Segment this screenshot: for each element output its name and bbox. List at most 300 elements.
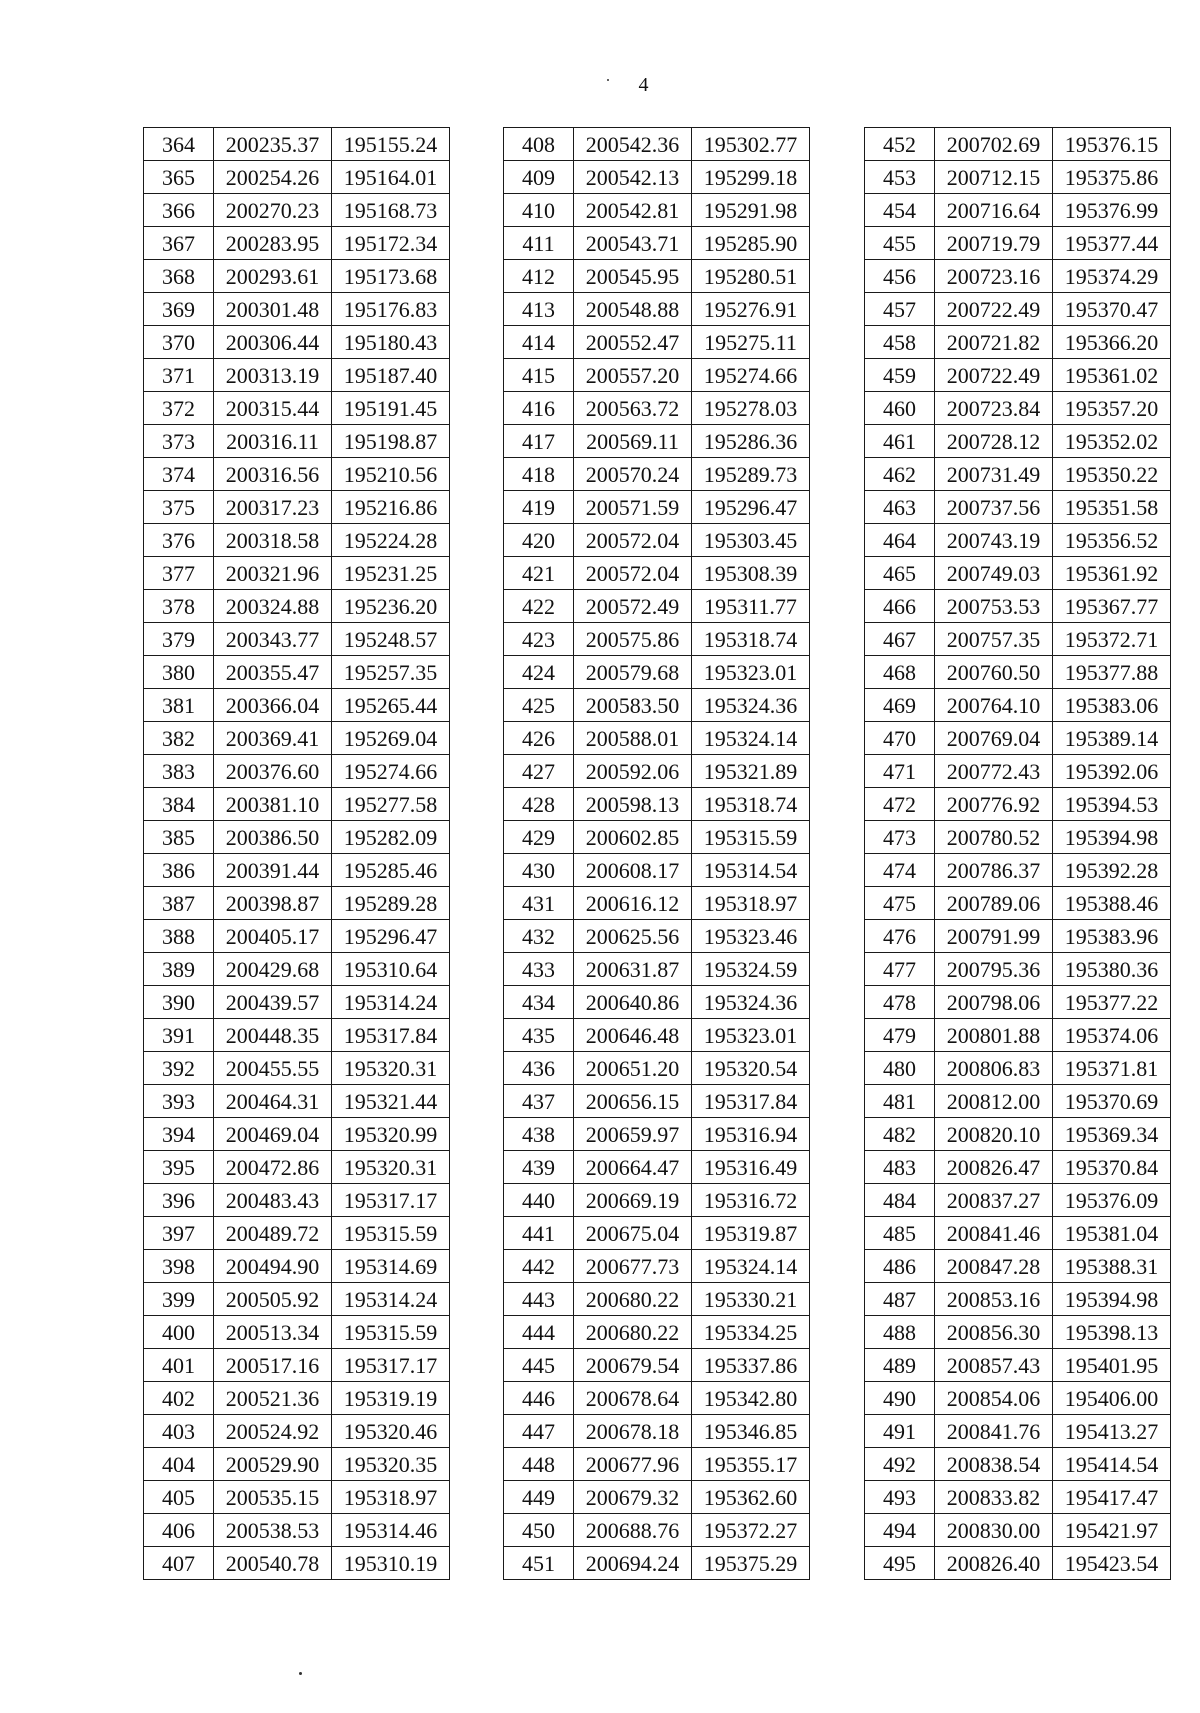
table-row	[504, 458, 810, 491]
table-row	[504, 1019, 810, 1052]
table-row	[865, 821, 1171, 854]
y-coordinate-cell: 195319.19	[332, 1382, 450, 1415]
x-coordinate-cell: 200789.06	[935, 887, 1053, 920]
y-coordinate-cell: 195314.54	[692, 854, 810, 887]
table-row	[865, 854, 1171, 887]
table-row	[144, 1085, 450, 1118]
point-number-cell: 377	[144, 557, 214, 590]
table-row	[504, 1448, 810, 1481]
x-coordinate-cell: 200719.79	[935, 227, 1053, 260]
table-row	[865, 590, 1171, 623]
table-row	[144, 1052, 450, 1085]
x-coordinate-cell: 200529.90	[214, 1448, 332, 1481]
y-coordinate-cell: 195324.14	[692, 1250, 810, 1283]
point-number-cell: 423	[504, 623, 574, 656]
x-coordinate-cell: 200721.82	[935, 326, 1053, 359]
y-coordinate-cell: 195316.49	[692, 1151, 810, 1184]
table-row	[504, 161, 810, 194]
point-number-cell: 382	[144, 722, 214, 755]
table-row	[504, 953, 810, 986]
point-number-cell: 432	[504, 920, 574, 953]
y-coordinate-cell: 195417.47	[1053, 1481, 1171, 1514]
y-coordinate-cell: 195377.88	[1053, 656, 1171, 689]
y-coordinate-cell: 195285.90	[692, 227, 810, 260]
point-number-cell: 470	[865, 722, 935, 755]
x-coordinate-cell: 200801.88	[935, 1019, 1053, 1052]
table-row	[144, 1382, 450, 1415]
table-row	[504, 1481, 810, 1514]
x-coordinate-cell: 200538.53	[214, 1514, 332, 1547]
y-coordinate-cell: 195413.27	[1053, 1415, 1171, 1448]
point-number-cell: 401	[144, 1349, 214, 1382]
table-row	[144, 1250, 450, 1283]
point-number-cell: 467	[865, 623, 935, 656]
table-row	[865, 722, 1171, 755]
x-coordinate-cell: 200293.61	[214, 260, 332, 293]
y-coordinate-cell: 195371.81	[1053, 1052, 1171, 1085]
y-coordinate-cell: 195377.22	[1053, 986, 1171, 1019]
x-coordinate-cell: 200535.15	[214, 1481, 332, 1514]
y-coordinate-cell: 195324.36	[692, 689, 810, 722]
y-coordinate-cell: 195248.57	[332, 623, 450, 656]
x-coordinate-cell: 200429.68	[214, 953, 332, 986]
point-number-cell: 494	[865, 1514, 935, 1547]
x-coordinate-cell: 200321.96	[214, 557, 332, 590]
table-row	[144, 788, 450, 821]
x-coordinate-cell: 200313.19	[214, 359, 332, 392]
table-row	[865, 755, 1171, 788]
point-number-cell: 469	[865, 689, 935, 722]
x-coordinate-cell: 200391.44	[214, 854, 332, 887]
point-number-cell: 455	[865, 227, 935, 260]
y-coordinate-cell: 195376.09	[1053, 1184, 1171, 1217]
table-row	[504, 920, 810, 953]
point-number-cell: 474	[865, 854, 935, 887]
table-row	[865, 491, 1171, 524]
y-coordinate-cell: 195265.44	[332, 689, 450, 722]
x-coordinate-cell: 200369.41	[214, 722, 332, 755]
point-number-cell: 466	[865, 590, 935, 623]
table-row	[865, 1118, 1171, 1151]
table-row	[144, 1415, 450, 1448]
point-number-cell: 369	[144, 293, 214, 326]
y-coordinate-cell: 195324.14	[692, 722, 810, 755]
table-row	[865, 986, 1171, 1019]
point-number-cell: 406	[144, 1514, 214, 1547]
x-coordinate-cell: 200776.92	[935, 788, 1053, 821]
x-coordinate-cell: 200494.90	[214, 1250, 332, 1283]
table-row	[865, 326, 1171, 359]
point-number-cell: 451	[504, 1547, 574, 1580]
x-coordinate-cell: 200712.15	[935, 161, 1053, 194]
table-row	[865, 293, 1171, 326]
y-coordinate-cell: 195355.17	[692, 1448, 810, 1481]
x-coordinate-cell: 200841.76	[935, 1415, 1053, 1448]
y-coordinate-cell: 195317.84	[692, 1085, 810, 1118]
table-row	[504, 227, 810, 260]
y-coordinate-cell: 195286.36	[692, 425, 810, 458]
y-coordinate-cell: 195421.97	[1053, 1514, 1171, 1547]
x-coordinate-cell: 200543.71	[574, 227, 692, 260]
table-row	[865, 1514, 1171, 1547]
x-coordinate-cell: 200856.30	[935, 1316, 1053, 1349]
point-number-cell: 421	[504, 557, 574, 590]
x-coordinate-cell: 200608.17	[574, 854, 692, 887]
y-coordinate-cell: 195289.28	[332, 887, 450, 920]
table-row	[865, 557, 1171, 590]
x-coordinate-cell: 200798.06	[935, 986, 1053, 1019]
point-number-cell: 457	[865, 293, 935, 326]
coordinate-table-middle	[503, 127, 810, 1580]
x-coordinate-cell: 200826.40	[935, 1547, 1053, 1580]
x-coordinate-cell: 200791.99	[935, 920, 1053, 953]
table-row	[144, 1547, 450, 1580]
x-coordinate-cell: 200592.06	[574, 755, 692, 788]
y-coordinate-cell: 195155.24	[332, 128, 450, 161]
table-row	[144, 392, 450, 425]
y-coordinate-cell: 195372.71	[1053, 623, 1171, 656]
x-coordinate-cell: 200786.37	[935, 854, 1053, 887]
table-row	[865, 161, 1171, 194]
table-row	[504, 722, 810, 755]
y-coordinate-cell: 195374.06	[1053, 1019, 1171, 1052]
y-coordinate-cell: 195321.44	[332, 1085, 450, 1118]
point-number-cell: 463	[865, 491, 935, 524]
x-coordinate-cell: 200563.72	[574, 392, 692, 425]
point-number-cell: 410	[504, 194, 574, 227]
point-number-cell: 412	[504, 260, 574, 293]
x-coordinate-cell: 200722.49	[935, 293, 1053, 326]
point-number-cell: 462	[865, 458, 935, 491]
y-coordinate-cell: 195388.31	[1053, 1250, 1171, 1283]
y-coordinate-cell: 195296.47	[332, 920, 450, 953]
y-coordinate-cell: 195269.04	[332, 722, 450, 755]
table-row	[865, 953, 1171, 986]
table-row	[144, 326, 450, 359]
y-coordinate-cell: 195374.29	[1053, 260, 1171, 293]
x-coordinate-cell: 200677.73	[574, 1250, 692, 1283]
point-number-cell: 411	[504, 227, 574, 260]
x-coordinate-cell: 200847.28	[935, 1250, 1053, 1283]
point-number-cell: 368	[144, 260, 214, 293]
point-number-cell: 370	[144, 326, 214, 359]
y-coordinate-cell: 195356.52	[1053, 524, 1171, 557]
table-row	[865, 1547, 1171, 1580]
point-number-cell: 374	[144, 458, 214, 491]
x-coordinate-cell: 200324.88	[214, 590, 332, 623]
table-row	[144, 524, 450, 557]
y-coordinate-cell: 195323.01	[692, 656, 810, 689]
y-coordinate-cell: 195366.20	[1053, 326, 1171, 359]
x-coordinate-cell: 200716.64	[935, 194, 1053, 227]
y-coordinate-cell: 195176.83	[332, 293, 450, 326]
table-row	[865, 656, 1171, 689]
table-row	[865, 458, 1171, 491]
point-number-cell: 433	[504, 953, 574, 986]
y-coordinate-cell: 195231.25	[332, 557, 450, 590]
point-number-cell: 481	[865, 1085, 935, 1118]
table-row	[504, 1382, 810, 1415]
x-coordinate-cell: 200780.52	[935, 821, 1053, 854]
point-number-cell: 430	[504, 854, 574, 887]
y-coordinate-cell: 195187.40	[332, 359, 450, 392]
y-coordinate-cell: 195191.45	[332, 392, 450, 425]
point-number-cell: 381	[144, 689, 214, 722]
table-row	[504, 425, 810, 458]
table-row	[865, 1151, 1171, 1184]
y-coordinate-cell: 195317.84	[332, 1019, 450, 1052]
x-coordinate-cell: 200769.04	[935, 722, 1053, 755]
x-coordinate-cell: 200455.55	[214, 1052, 332, 1085]
table-row	[865, 788, 1171, 821]
point-number-cell: 379	[144, 623, 214, 656]
point-number-cell: 478	[865, 986, 935, 1019]
y-coordinate-cell: 195383.06	[1053, 689, 1171, 722]
table-row	[144, 1448, 450, 1481]
y-coordinate-cell: 195318.74	[692, 623, 810, 656]
table-row	[865, 1481, 1171, 1514]
point-number-cell: 420	[504, 524, 574, 557]
point-number-cell: 396	[144, 1184, 214, 1217]
point-number-cell: 458	[865, 326, 935, 359]
table-row	[865, 1085, 1171, 1118]
y-coordinate-cell: 195350.22	[1053, 458, 1171, 491]
y-coordinate-cell: 195361.02	[1053, 359, 1171, 392]
x-coordinate-cell: 200448.35	[214, 1019, 332, 1052]
y-coordinate-cell: 195375.29	[692, 1547, 810, 1580]
x-coordinate-cell: 200830.00	[935, 1514, 1053, 1547]
point-number-cell: 400	[144, 1316, 214, 1349]
x-coordinate-cell: 200542.13	[574, 161, 692, 194]
point-number-cell: 428	[504, 788, 574, 821]
y-coordinate-cell: 195383.96	[1053, 920, 1171, 953]
stray-mark-bottom	[299, 1672, 302, 1675]
y-coordinate-cell: 195314.24	[332, 1283, 450, 1316]
table-row	[144, 1184, 450, 1217]
y-coordinate-cell: 195314.69	[332, 1250, 450, 1283]
table-row	[144, 986, 450, 1019]
y-coordinate-cell: 195308.39	[692, 557, 810, 590]
table-row	[504, 1316, 810, 1349]
x-coordinate-cell: 200542.81	[574, 194, 692, 227]
table-row	[144, 821, 450, 854]
x-coordinate-cell: 200376.60	[214, 755, 332, 788]
table-row	[144, 1217, 450, 1250]
point-number-cell: 495	[865, 1547, 935, 1580]
point-number-cell: 456	[865, 260, 935, 293]
point-number-cell: 448	[504, 1448, 574, 1481]
y-coordinate-cell: 195320.54	[692, 1052, 810, 1085]
x-coordinate-cell: 200841.46	[935, 1217, 1053, 1250]
table-row	[865, 1415, 1171, 1448]
x-coordinate-cell: 200853.16	[935, 1283, 1053, 1316]
x-coordinate-cell: 200764.10	[935, 689, 1053, 722]
table-row	[144, 128, 450, 161]
point-number-cell: 431	[504, 887, 574, 920]
x-coordinate-cell: 200678.64	[574, 1382, 692, 1415]
y-coordinate-cell: 195314.24	[332, 986, 450, 1019]
point-number-cell: 388	[144, 920, 214, 953]
y-coordinate-cell: 195318.74	[692, 788, 810, 821]
y-coordinate-cell: 195319.87	[692, 1217, 810, 1250]
y-coordinate-cell: 195310.64	[332, 953, 450, 986]
point-number-cell: 450	[504, 1514, 574, 1547]
x-coordinate-cell: 200723.84	[935, 392, 1053, 425]
point-number-cell: 367	[144, 227, 214, 260]
point-number-cell: 479	[865, 1019, 935, 1052]
point-number-cell: 399	[144, 1283, 214, 1316]
point-number-cell: 393	[144, 1085, 214, 1118]
point-number-cell: 442	[504, 1250, 574, 1283]
x-coordinate-cell: 200837.27	[935, 1184, 1053, 1217]
x-coordinate-cell: 200355.47	[214, 656, 332, 689]
y-coordinate-cell: 195168.73	[332, 194, 450, 227]
point-number-cell: 429	[504, 821, 574, 854]
x-coordinate-cell: 200616.12	[574, 887, 692, 920]
point-number-cell: 387	[144, 887, 214, 920]
point-number-cell: 487	[865, 1283, 935, 1316]
x-coordinate-cell: 200542.36	[574, 128, 692, 161]
y-coordinate-cell: 195334.25	[692, 1316, 810, 1349]
point-number-cell: 490	[865, 1382, 935, 1415]
y-coordinate-cell: 195316.72	[692, 1184, 810, 1217]
point-number-cell: 383	[144, 755, 214, 788]
y-coordinate-cell: 195198.87	[332, 425, 450, 458]
table-row	[865, 128, 1171, 161]
y-coordinate-cell: 195315.59	[332, 1217, 450, 1250]
point-number-cell: 364	[144, 128, 214, 161]
table-row	[865, 227, 1171, 260]
y-coordinate-cell: 195173.68	[332, 260, 450, 293]
y-coordinate-cell: 195324.59	[692, 953, 810, 986]
point-number-cell: 459	[865, 359, 935, 392]
point-number-cell: 425	[504, 689, 574, 722]
x-coordinate-cell: 200366.04	[214, 689, 332, 722]
y-coordinate-cell: 195317.17	[332, 1349, 450, 1382]
table-row	[144, 920, 450, 953]
point-number-cell: 426	[504, 722, 574, 755]
x-coordinate-cell: 200489.72	[214, 1217, 332, 1250]
table-row	[504, 1118, 810, 1151]
table-row	[504, 1250, 810, 1283]
point-number-cell: 493	[865, 1481, 935, 1514]
table-row	[144, 194, 450, 227]
y-coordinate-cell: 195216.86	[332, 491, 450, 524]
point-number-cell: 389	[144, 953, 214, 986]
table-row	[865, 623, 1171, 656]
x-coordinate-cell: 200749.03	[935, 557, 1053, 590]
y-coordinate-cell: 195380.36	[1053, 953, 1171, 986]
table-row	[144, 722, 450, 755]
y-coordinate-cell: 195321.89	[692, 755, 810, 788]
y-coordinate-cell: 195323.01	[692, 1019, 810, 1052]
point-number-cell: 482	[865, 1118, 935, 1151]
table-row	[504, 656, 810, 689]
x-coordinate-cell: 200552.47	[574, 326, 692, 359]
table-row	[144, 689, 450, 722]
table-row	[504, 821, 810, 854]
point-number-cell: 402	[144, 1382, 214, 1415]
point-number-cell: 461	[865, 425, 935, 458]
x-coordinate-cell: 200656.15	[574, 1085, 692, 1118]
table-row	[144, 623, 450, 656]
point-number-cell: 414	[504, 326, 574, 359]
x-coordinate-cell: 200513.34	[214, 1316, 332, 1349]
x-coordinate-cell: 200820.10	[935, 1118, 1053, 1151]
y-coordinate-cell: 195317.17	[332, 1184, 450, 1217]
y-coordinate-cell: 195381.04	[1053, 1217, 1171, 1250]
point-number-cell: 375	[144, 491, 214, 524]
point-number-cell: 468	[865, 656, 935, 689]
y-coordinate-cell: 195289.73	[692, 458, 810, 491]
x-coordinate-cell: 200688.76	[574, 1514, 692, 1547]
table-row	[865, 1250, 1171, 1283]
table-row	[144, 425, 450, 458]
table-row	[504, 1283, 810, 1316]
point-number-cell: 477	[865, 953, 935, 986]
table-row	[865, 524, 1171, 557]
y-coordinate-cell: 195376.15	[1053, 128, 1171, 161]
y-coordinate-cell: 195320.46	[332, 1415, 450, 1448]
x-coordinate-cell: 200664.47	[574, 1151, 692, 1184]
y-coordinate-cell: 195401.95	[1053, 1349, 1171, 1382]
point-number-cell: 376	[144, 524, 214, 557]
x-coordinate-cell: 200521.36	[214, 1382, 332, 1415]
y-coordinate-cell: 195394.98	[1053, 1283, 1171, 1316]
x-coordinate-cell: 200381.10	[214, 788, 332, 821]
y-coordinate-cell: 195389.14	[1053, 722, 1171, 755]
point-number-cell: 452	[865, 128, 935, 161]
y-coordinate-cell: 195330.21	[692, 1283, 810, 1316]
point-number-cell: 485	[865, 1217, 935, 1250]
x-coordinate-cell: 200675.04	[574, 1217, 692, 1250]
point-number-cell: 392	[144, 1052, 214, 1085]
y-coordinate-cell: 195280.51	[692, 260, 810, 293]
table-row	[144, 1514, 450, 1547]
table-row	[865, 392, 1171, 425]
table-row	[144, 1019, 450, 1052]
x-coordinate-cell: 200315.44	[214, 392, 332, 425]
y-coordinate-cell: 195310.19	[332, 1547, 450, 1580]
y-coordinate-cell: 195362.60	[692, 1481, 810, 1514]
table-row	[144, 590, 450, 623]
x-coordinate-cell: 200483.43	[214, 1184, 332, 1217]
point-number-cell: 464	[865, 524, 935, 557]
table-row	[504, 128, 810, 161]
x-coordinate-cell: 200317.23	[214, 491, 332, 524]
point-number-cell: 372	[144, 392, 214, 425]
y-coordinate-cell: 195274.66	[332, 755, 450, 788]
y-coordinate-cell: 195423.54	[1053, 1547, 1171, 1580]
x-coordinate-cell: 200602.85	[574, 821, 692, 854]
y-coordinate-cell: 195398.13	[1053, 1316, 1171, 1349]
x-coordinate-cell: 200469.04	[214, 1118, 332, 1151]
y-coordinate-cell: 195352.02	[1053, 425, 1171, 458]
y-coordinate-cell: 195180.43	[332, 326, 450, 359]
point-number-cell: 390	[144, 986, 214, 1019]
table-row	[504, 1052, 810, 1085]
x-coordinate-cell: 200235.37	[214, 128, 332, 161]
y-coordinate-cell: 195370.84	[1053, 1151, 1171, 1184]
table-row	[144, 1481, 450, 1514]
point-number-cell: 492	[865, 1448, 935, 1481]
point-number-cell: 491	[865, 1415, 935, 1448]
table-row	[865, 1349, 1171, 1382]
x-coordinate-cell: 200572.49	[574, 590, 692, 623]
y-coordinate-cell: 195372.27	[692, 1514, 810, 1547]
point-number-cell: 473	[865, 821, 935, 854]
point-number-cell: 405	[144, 1481, 214, 1514]
